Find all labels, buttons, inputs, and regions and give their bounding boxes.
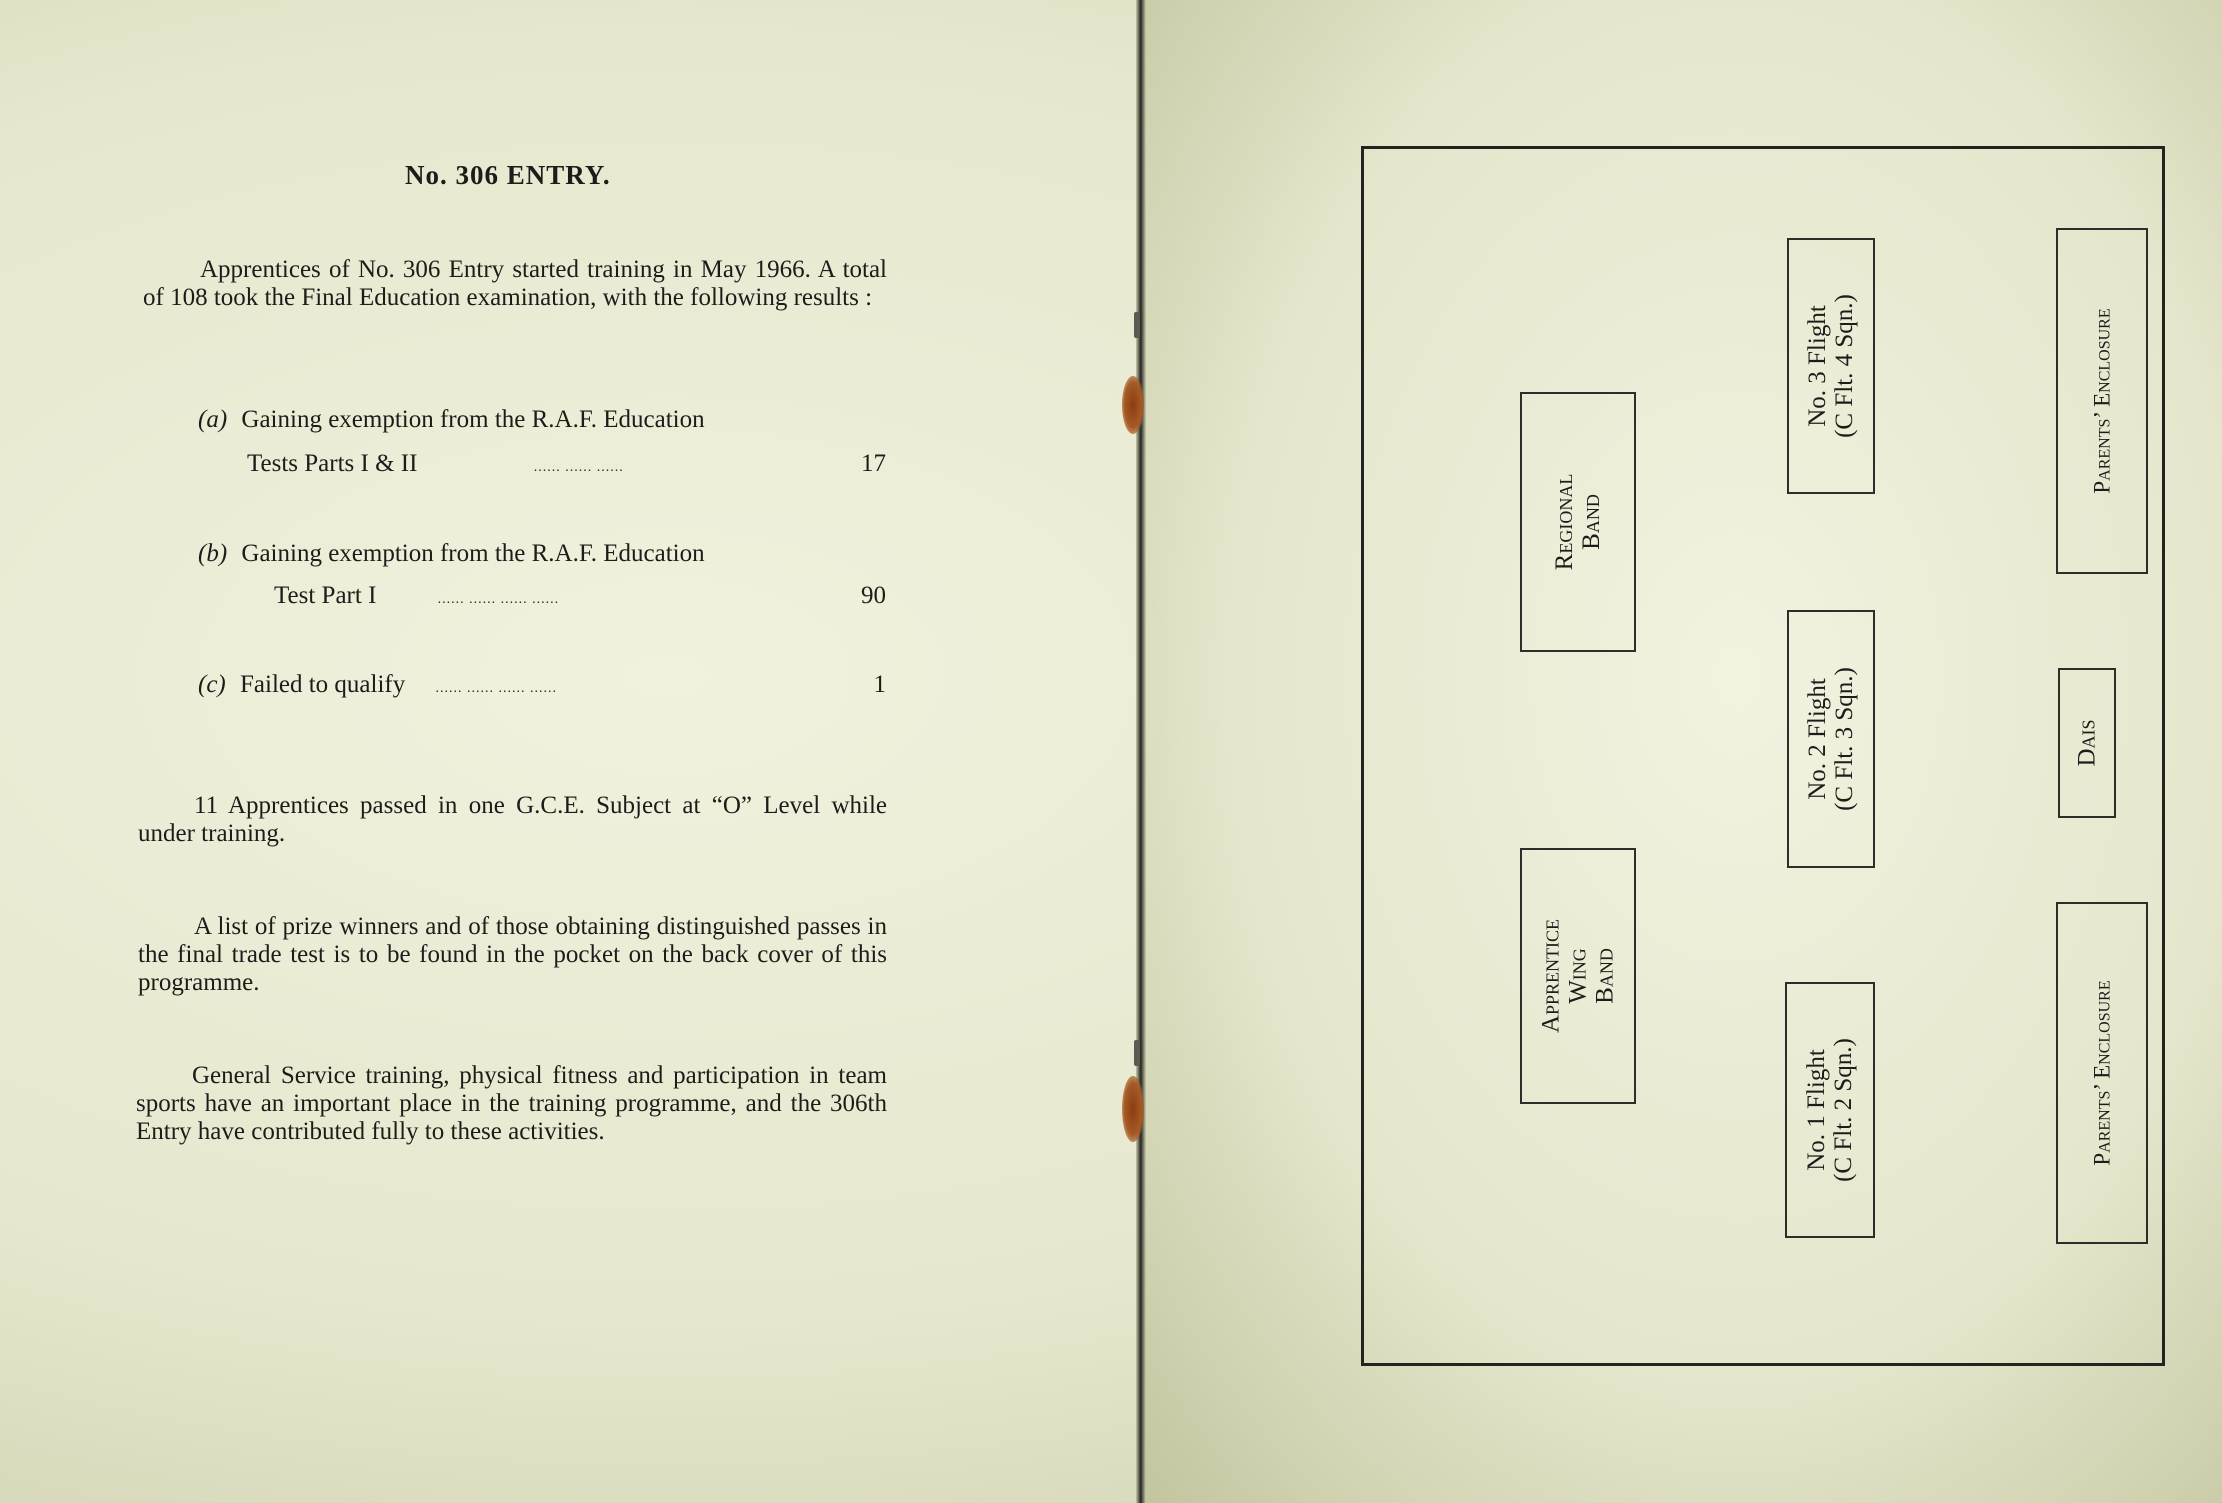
prize-text: A list of prize winners and of those obtaining distinguished passes in the final trade test is to be found in the pocket on the back cover of this programme. — [138, 913, 887, 996]
flight2-box — [1787, 610, 1875, 868]
enclosure-top-box — [2056, 228, 2148, 574]
flight1-box — [1785, 982, 1875, 1238]
general-text: General Service training, physical fitness and participation in team sports have an important place in the training programme, and the 306th Entry have contributed fully to these activities. — [136, 1062, 887, 1145]
regional-band-box — [1520, 392, 1636, 652]
result-b-label: Gaining exemption from the R.A.F. Education — [241, 540, 705, 567]
apprentice-band-label — [1538, 919, 1619, 1033]
result-a-marker: (a) — [198, 406, 228, 433]
flight2-line2: (C Flt. 3 Sqn.) — [1831, 667, 1858, 811]
result-b-label-2: Test Part I — [274, 582, 377, 609]
flight1-line1: No. 1 Flight — [1803, 1049, 1830, 1171]
flight3-line2: (C Flt. 4 Sqn.) — [1831, 294, 1858, 438]
flight3-box — [1787, 238, 1875, 494]
result-c-count: 1 — [873, 671, 886, 698]
result-c-label: Failed to qualify — [240, 671, 406, 698]
result-a-label: Gaining exemption from the R.A.F. Education — [241, 406, 705, 433]
flight2-label — [1804, 667, 1858, 811]
page-title: No. 306 ENTRY. — [405, 160, 611, 190]
flight3-label — [1804, 294, 1858, 438]
staple-top — [1134, 312, 1140, 338]
flight2-line1: No. 2 Flight — [1804, 678, 1831, 800]
apprentice-band-line2: Wing — [1564, 948, 1592, 1004]
result-c-dots: ...... ...... ...... ...... — [435, 681, 557, 696]
regional-band-label — [1551, 474, 1605, 571]
dais-box — [2058, 668, 2116, 818]
result-b-count: 90 — [861, 582, 886, 609]
result-c-marker: (c) — [198, 671, 226, 698]
gce-paragraph — [138, 792, 887, 848]
parade-ground-frame — [1361, 146, 2165, 1366]
result-b-line1 — [198, 540, 705, 568]
prize-paragraph — [138, 913, 887, 997]
enclosure-top-label: Parents’ Enclosure — [2089, 308, 2115, 494]
rust-stain-top — [1122, 376, 1144, 434]
regional-band-line2: Band — [1578, 494, 1605, 550]
result-a-label-2: Tests Parts I & II — [247, 450, 418, 477]
book-gutter — [1136, 0, 1146, 1503]
apprentice-band-line3: Band — [1591, 948, 1619, 1004]
result-a-count: 17 — [861, 450, 886, 477]
enclosure-bottom-label: Parents’ Enclosure — [2089, 980, 2115, 1166]
result-a-line2 — [247, 450, 624, 482]
flight3-line1: No. 3 Flight — [1804, 305, 1831, 427]
rust-stain-bottom — [1122, 1076, 1144, 1142]
enclosure-bottom-box — [2056, 902, 2148, 1244]
result-a-dots: ...... ...... ...... — [533, 460, 624, 475]
intro-paragraph — [143, 256, 887, 312]
flight1-label — [1803, 1038, 1857, 1182]
apprentice-band-box — [1520, 848, 1636, 1104]
apprentice-band-line1: Apprentice — [1537, 918, 1565, 1034]
staple-bottom — [1134, 1040, 1140, 1066]
result-a-line1 — [198, 406, 705, 434]
regional-band-line1: Regional — [1551, 473, 1578, 571]
intro-text: Apprentices of No. 306 Entry started training in May 1966. A total of 108 took the Final Education examination, with the following results : — [143, 256, 887, 311]
gce-text: 11 Apprentices passed in one G.C.E. Subject at “O” Level while under training. — [138, 792, 887, 847]
result-b-dots: ...... ...... ...... ...... — [437, 592, 560, 607]
result-c-line1 — [198, 671, 557, 703]
result-b-marker: (b) — [198, 540, 228, 567]
dais-label: Dais — [2073, 719, 2101, 767]
result-b-line2 — [274, 582, 559, 614]
general-paragraph — [136, 1062, 887, 1146]
flight1-line2: (C Flt. 2 Sqn.) — [1830, 1038, 1857, 1182]
